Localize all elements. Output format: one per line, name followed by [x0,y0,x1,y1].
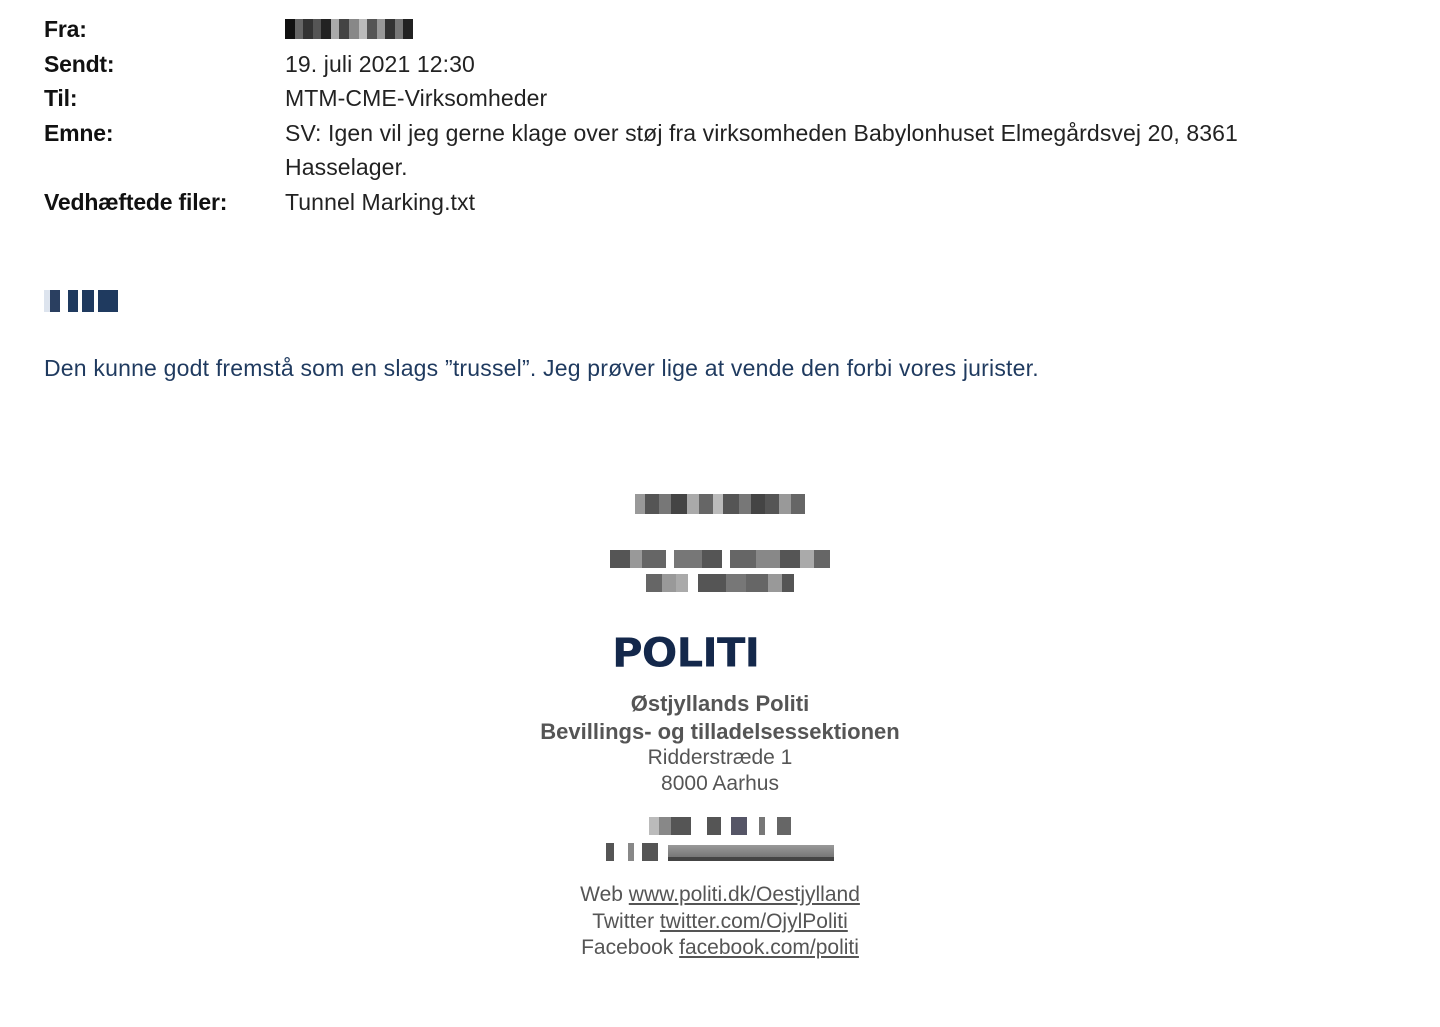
web-label: Web [580,883,623,906]
redacted-email-line [606,843,834,861]
city-address: 8000 Aarhus [661,772,779,795]
twitter-row [0,909,1440,936]
header-subject [44,116,1365,185]
redacted-phone [649,817,791,835]
header-to [44,81,1365,116]
department-name: Bevillings- og tilladelsessektionen [540,719,900,744]
sent-value: 19. juli 2021 12:30 [285,50,475,77]
greeting-redacted [44,290,118,314]
web-row [0,882,1440,909]
email-header [44,12,1365,219]
from-value-redacted [285,12,1365,47]
twitter-label: Twitter [592,909,655,933]
web-link[interactable]: www.politi.dk/Oestjylland [628,883,860,906]
header-from [44,12,1365,47]
subject-value: SV: Igen vil jeg gerne klage over støj fra virksomheden Babylonhuset Elmegårdsvej 20, 8361 Hasselager. [285,119,1238,180]
attachment-file[interactable]: Tunnel Marking.txt [285,188,476,215]
to-label: Til: [44,85,78,111]
org-name: Østjyllands Politi [630,691,810,716]
facebook-link[interactable]: facebook.com/politi [679,936,859,959]
redacted-email-link[interactable] [668,843,834,861]
signature-organization [0,690,1440,746]
redacted-name [610,550,830,568]
twitter-link[interactable]: twitter.com/OjylPoliti [659,909,848,933]
subject-label: Emne: [44,119,114,146]
signature-address [0,745,1440,797]
signature-links [0,882,1440,962]
redacted-greeting [44,290,118,312]
politi-logo: POLITI [612,629,760,676]
redacted-sender [285,14,413,34]
street-address: Ridderstræde 1 [647,746,793,769]
sent-label: Sendt: [44,50,115,77]
header-sent [44,47,1365,82]
redacted-title [646,574,794,592]
header-attachments [44,185,1365,220]
facebook-row [0,935,1440,962]
body-paragraph: Den kunne godt fremstå som en slags ”trussel”. Jeg prøver lige at vende den forbi vores jurister. [44,355,1039,381]
from-label: Fra: [44,16,87,42]
signature-closing-redacted [0,494,1440,514]
signature-name-title-redacted [0,550,1440,592]
facebook-label: Facebook [581,936,674,959]
to-value: MTM-CME-Virksomheder [285,85,548,111]
redacted-closing [635,494,805,514]
attachments-label: Vedhæftede filer: [44,188,228,215]
signature-contact-redacted [0,817,1440,861]
